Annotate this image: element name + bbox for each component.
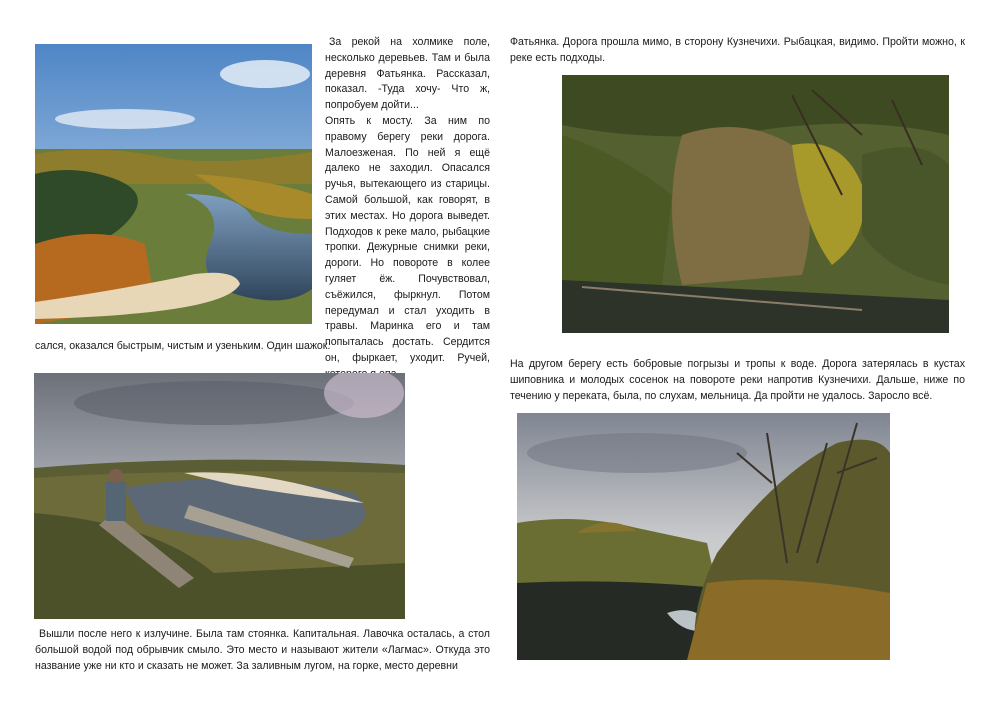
photo-overgrown-bank (562, 75, 949, 333)
paragraph-beaver: На другом берегу есть бобровые погрызы и тропы к воде. Дорога затерялась в кустах шиповника и молодых сосенок на повороте реки напротив Кузнечихи. Дальше, ниже по течению у переката, была, по слухам, мельница. Да пройти не удалось. Заросло всё. (510, 358, 965, 402)
paragraph-fatyanka: Фатьянка. Дорога прошла мимо, в сторону Кузнечихи. Рыбацкая, видимо. Пройти можно, к реке есть подходы. (510, 36, 965, 64)
photo-riverside-bench (34, 373, 405, 619)
photo-river-trees (517, 413, 890, 660)
paragraph-road: Опять к мосту. За ним по правому берегу реки дорога. Малоезженая. По ней я ещё далеко не заходил. Опасался ручья, вытекающего из старицы. Самой большой, как говорят, в этих местах. Но дорога выведет. Подходов к реке мало, рыбацкие тропки. Дежурные снимки реки, дороги. Но повороте в колее гуляет ёж. Почувствовал, съёжился, фыркнул. Потом передумал и стал уходить в травы. Маринка его и там попыталась достать. Сердится он, фыркает, уходит. Ручей, (325, 114, 490, 364)
paragraph-intro: За рекой на холмике поле, несколько деревьев. Там и была деревня Фатьянка. Рассказал, показал. -Туда хочу- Что ж, попробуем дойти... (325, 36, 490, 112)
paragraph-road-tail: сался, оказался быстрым, чистым и узеньким. Один шажок. (35, 340, 331, 352)
paragraph-lagmas: Вышли после него к излучине. Была там стоянка. Капитальная. Лавочка осталась, а стол большой водой под обрывчик смыло. Это место и называют жители «Лагмас». Откуда это название уже ни кто и сказать не может. За заливным лугом, на горке, место деревни (35, 628, 490, 672)
photo-river-bend (35, 44, 312, 324)
